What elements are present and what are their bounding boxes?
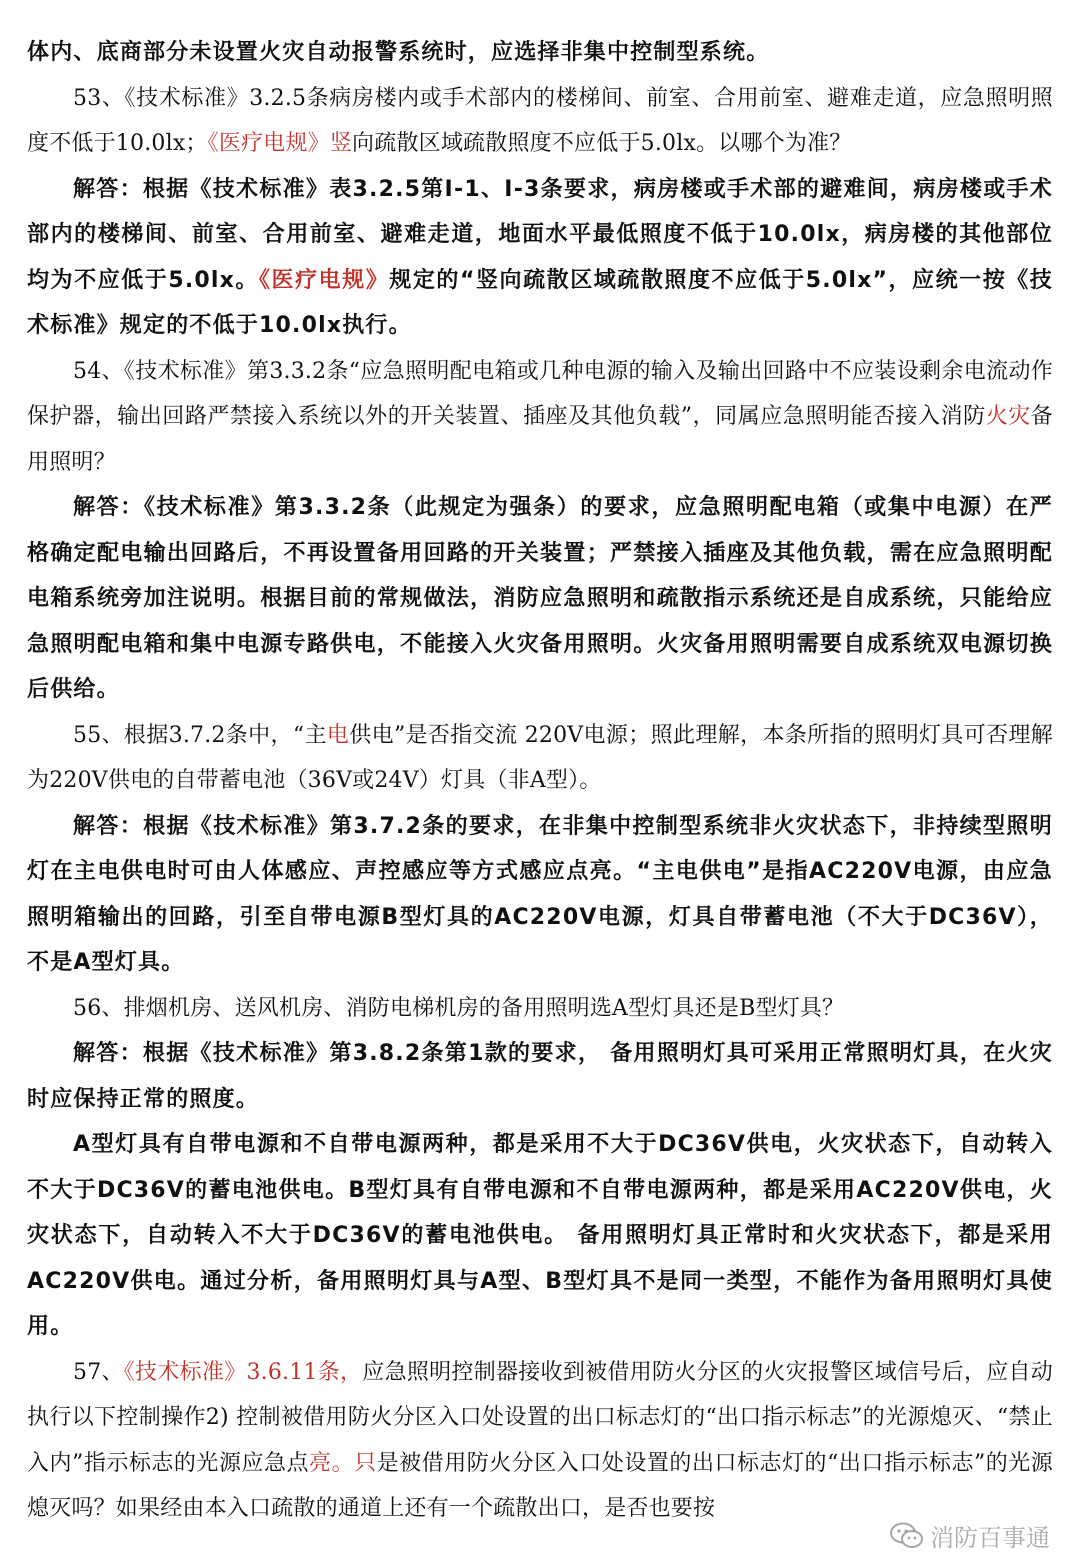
q53-text-a: 53、《技术标准》3.2.5条病房楼内或手术部内的楼梯间、前室、合用前室、避难走道，应急照明照度不低于10.0lx；: [27, 85, 1053, 156]
q55-red-text: 电: [326, 722, 350, 748]
a53-text-a: 解答：根据《技术标准》表3.2.5第Ⅰ-1、Ⅰ-3条要求，病房楼或手术部的避难间，病房楼或手术部内的楼梯间、前室、合用前室、避难走道，地面水平最低照度不低于10.0lx，病房楼的其他部位均为不应低于5.0lx。: [27, 176, 1053, 293]
watermark: [890, 1518, 1050, 1553]
q54-red-text: 火灾: [985, 404, 1031, 429]
document-page: [27, 30, 1053, 1532]
question-53: [27, 76, 1053, 167]
answer-55: 解答：根据《技术标准》第3.7.2条的要求，在非集中控制型系统非火灾状态下，非持续型照明灯在主电供电时可由人体感应、声控感应等方式感应点亮。“主电供电”是指AC220V电源，由应急照明箱输出的回路，引至自带电源B型灯具的AC220V电源，灯具自带蓄电池（不大于DC36V），不是A型灯具。: [27, 813, 1053, 975]
q57-number: 57、: [73, 1359, 124, 1385]
q53-red-text: 《医疗电规》竖: [207, 131, 353, 156]
answer-54: 解答：《技术标准》第3.3.2条（此规定为强条）的要求，应急照明配电箱（或集中电源）在严格确定配电输出回路后，不再设置备用回路的开关装置；严禁接入插座及其他负载，需在应急照明配电箱系统旁加注说明。根据目前的常规做法，消防应急照明和疏散指示系统还是自成系统，只能给应急照明配电箱和集中电源专路供电，不能接入火灾备用照明。火灾备用照明需要自成系统双电源切换后供给。: [27, 495, 1053, 702]
question-54: [27, 349, 1053, 486]
q55-text-b: 供电”是否指交流 220V电源；照此理解，本条所指的照明灯具可否理解为220V供电的自带蓄电池（36V或24V）灯具（非A型）。: [27, 722, 1053, 793]
q57-red-text-2: 亮。只: [309, 1450, 377, 1476]
q57-text-a: 应急照明控制器接收到被借用防火分区的火灾报警区域信号后，应自动执行以下控制操作2) 控制被借用防火分区入口处设置的出口标志灯的“出口指示标志”的光源熄灭、“禁止入内”指示标志的光源应急点: [27, 1359, 1053, 1476]
q54-text-a: 54、《技术标准》第3.3.2条“应急照明配电箱或几种电源的输入及输出回路中不应装设剩余电流动作保护器，输出回路严禁接入系统以外的开关装置、插座及其他负载”，同属应急照明能否接入消防: [27, 358, 1053, 429]
wechat-icon: [890, 1522, 924, 1550]
watermark-text: 消防百事通: [930, 1524, 1050, 1552]
paragraph-continuation: 体内、底商部分未设置火灾自动报警系统时，应选择非集中控制型系统。: [27, 40, 770, 65]
q53-text-b: 向疏散区域疏散照度不应低于5.0lx。以哪个为准？: [352, 131, 852, 156]
answer-56-part1: 解答：根据《技术标准》第3.8.2条第1款的要求， 备用照明灯具可采用正常照明灯具，在火灾时应保持正常的照度。: [27, 1041, 1053, 1112]
q57-red-text-1: 《技术标准》3.6.11条，: [123, 1359, 363, 1385]
q57-text-b: 是被借用防火分区入口处设置的出口标志灯的“出口指示标志”的光源熄灭吗？如果经由本入口疏散的通道上还有一个疏散出口，是否也要按: [27, 1450, 1053, 1521]
question-56: 56、排烟机房、送风机房、消防电梯机房的备用照明选A型灯具还是B型灯具？: [73, 995, 845, 1021]
q54-text-b: 备用照明？: [27, 404, 1053, 475]
question-57: [27, 1350, 1053, 1532]
a53-red-text: 《医疗电规》: [258, 267, 390, 293]
answer-53: [27, 167, 1053, 349]
answer-56-part2: A型灯具有自带电源和不自带电源两种，都是采用不大于DC36V供电，火灾状态下，自动转入不大于DC36V的蓄电池供电。B型灯具有自带电源和不自带电源两种，都是采用AC220V供电，火灾状态下，自动转入不大于DC36V的蓄电池供电。 备用照明灯具正常时和火灾状态下，都是采用AC220V供电。通过分析，备用照明灯具与A型、B型灯具不是同一类型，不能作为备用照明灯具使用。: [27, 1132, 1053, 1339]
question-55: [27, 713, 1053, 804]
q55-text-a: 55、根据3.7.2条中，“主: [73, 722, 327, 748]
a53-text-b: 规定的“竖向疏散区域疏散照度不应低于5.0lx”，应统一按《技术标准》规定的不低于10.0lx执行。: [27, 267, 1054, 338]
